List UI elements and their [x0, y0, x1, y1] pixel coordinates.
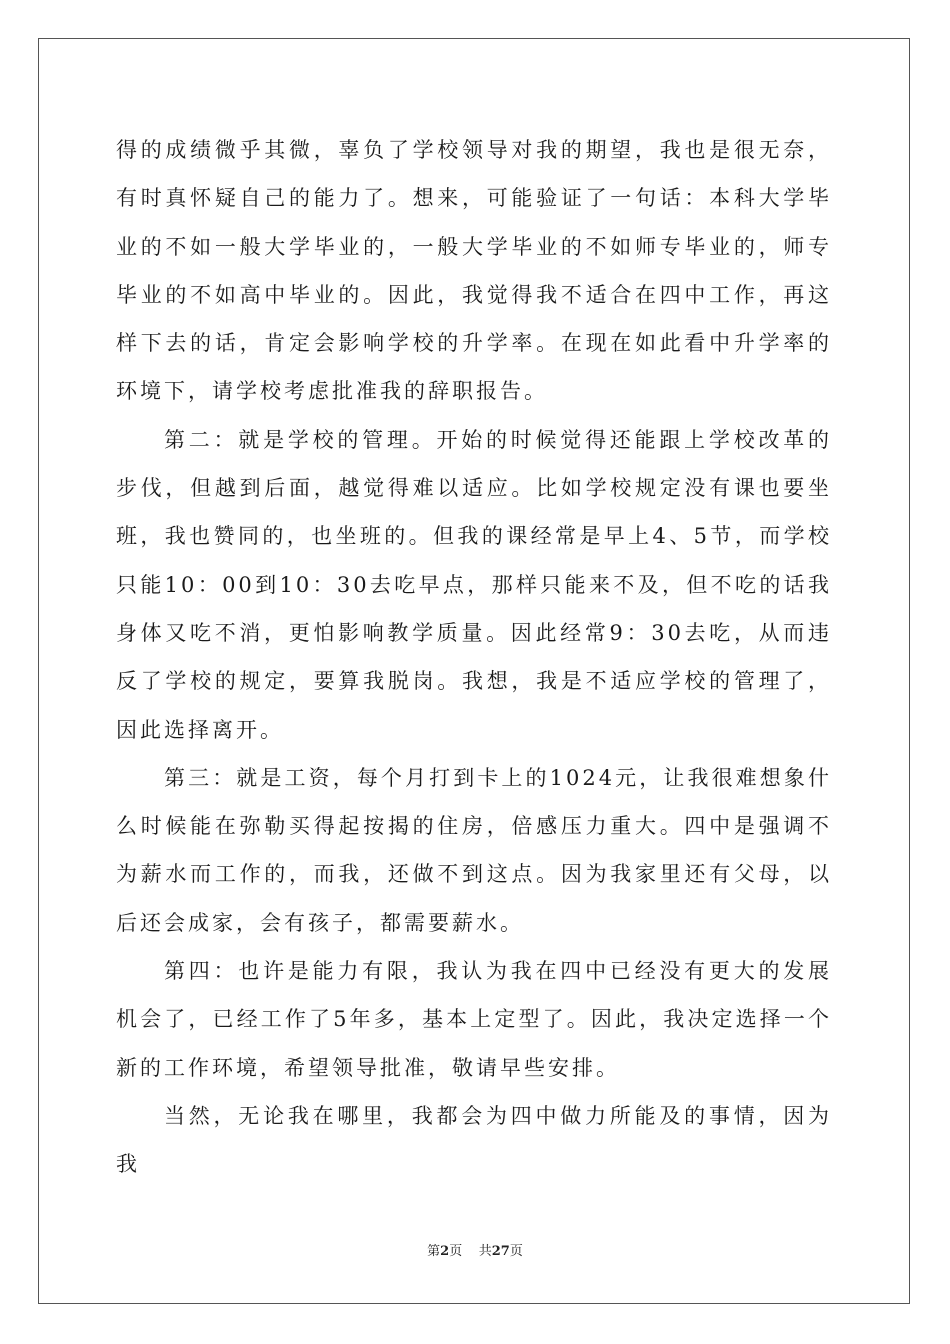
document-body — [116, 126, 832, 1189]
paragraph: 第四：也许是能力有限，我认为我在四中已经没有更大的发展机会了，已经工作了5年多，基本上定型了。因此，我决定选择一个新的工作环境，希望领导批准，敬请早些安排。 — [116, 959, 832, 1080]
paragraph: 第二：就是学校的管理。开始的时候觉得还能跟上学校改革的步伐，但越到后面，越觉得难以适应。比如学校规定没有课也要坐班，我也赞同的，也坐班的。但我的课经常是早上4、5节，而学校只能10：00到10：30去吃早点，那样只能来不及，但不吃的话我身体又吃不消，更怕影响教学质量。因此经常9：30去吃，从而违反了学校的规定，要算我脱岗。我想，我是不适应学校的管理了，因此选择离开。 — [116, 427, 832, 742]
paragraph: 当然，无论我在哪里，我都会为四中做力所能及的事情，因为我 — [116, 1103, 832, 1177]
footer-page-suffix: 页 — [449, 1244, 463, 1259]
footer-current-page: 2 — [440, 1244, 450, 1259]
footer-total-pages: 27 — [491, 1244, 510, 1259]
page-footer — [0, 1240, 950, 1259]
footer-total-suffix: 页 — [509, 1244, 523, 1259]
footer-page-prefix: 第 — [427, 1244, 441, 1259]
footer-total-prefix: 共 — [478, 1244, 492, 1259]
paragraph: 得的成绩微乎其微，辜负了学校领导对我的期望，我也是很无奈，有时真怀疑自己的能力了。想来，可能验证了一句话：本科大学毕业的不如一般大学毕业的，一般大学毕业的不如师专毕业的，师专毕业的不如高中毕业的。因此，我觉得我不适合在四中工作，再这样下去的话，肯定会影响学校的升学率。在现在如此看中升学率的环境下，请学校考虑批准我的辞职报告。 — [116, 138, 832, 404]
paragraph: 第三：就是工资，每个月打到卡上的1024元，让我很难想象什么时候能在弥勒买得起按揭的住房，倍感压力重大。四中是强调不为薪水而工作的，而我，还做不到这点。因为我家里还有父母，以后还会成家，会有孩子，都需要薪水。 — [116, 765, 832, 935]
